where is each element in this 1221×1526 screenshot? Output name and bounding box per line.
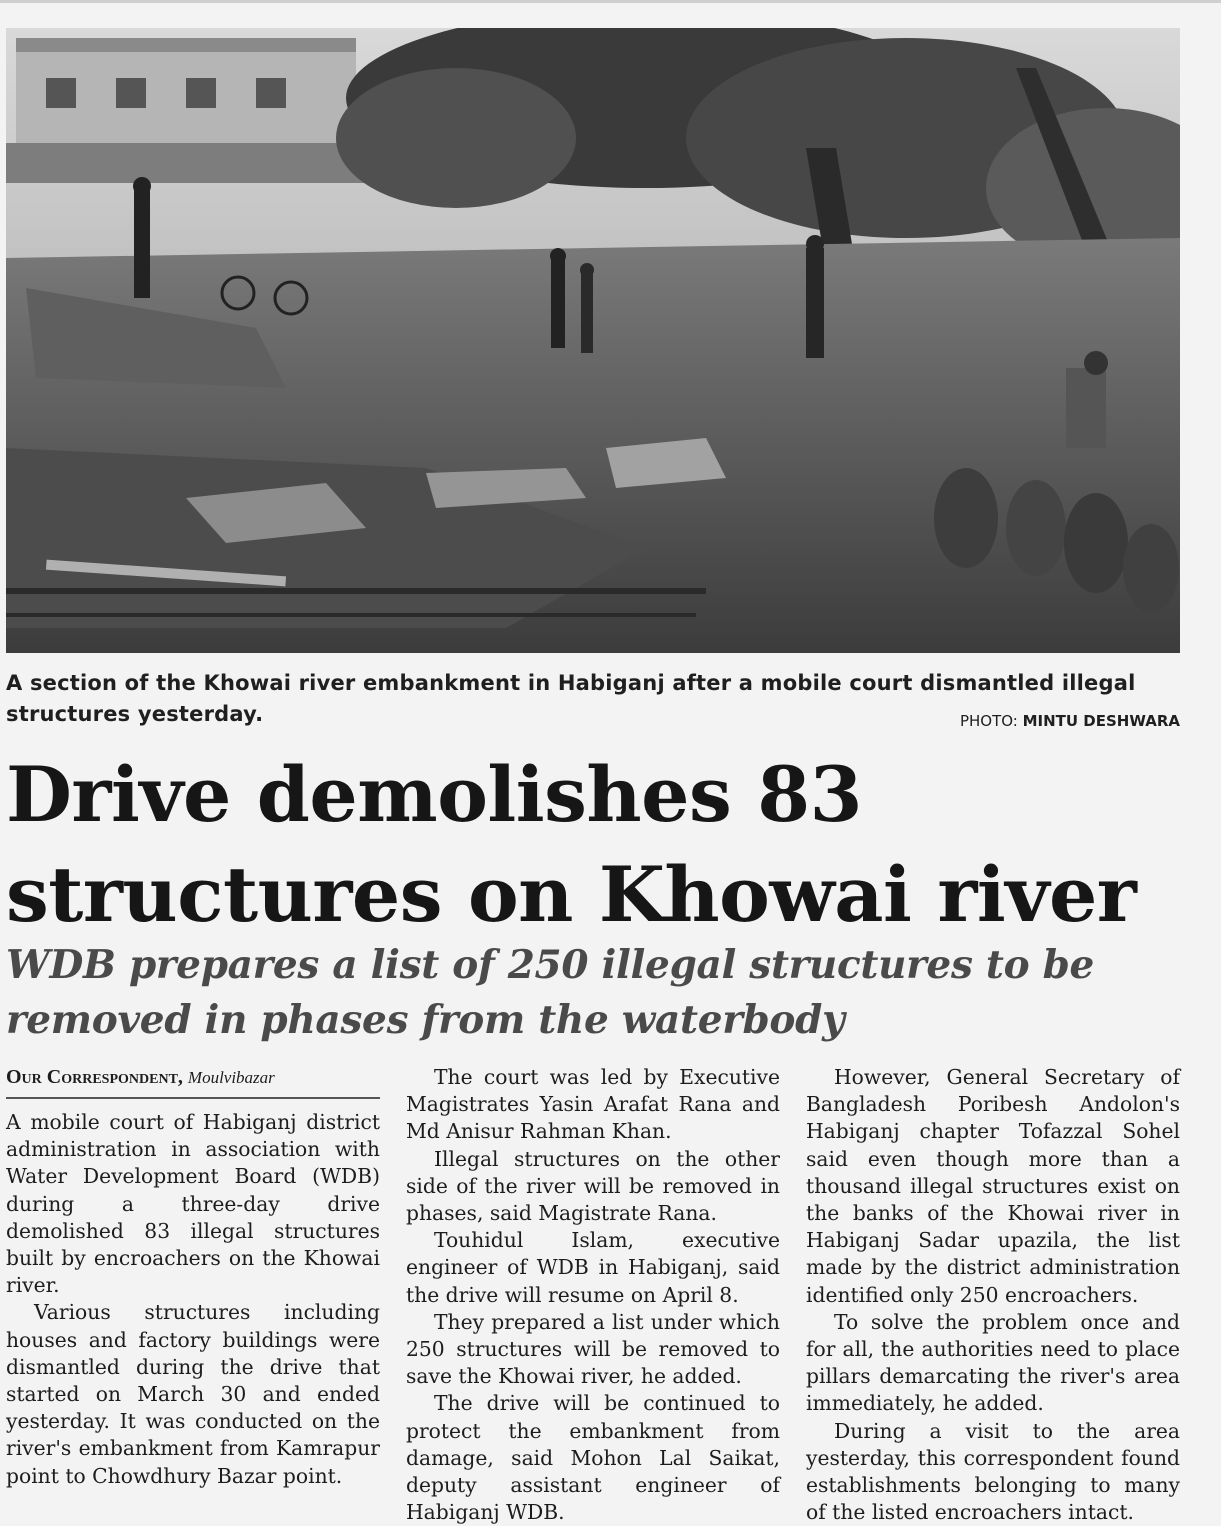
photo-caption: A section of the Khowai river embankment in Habiganj after a mobile court dismantled illegal structures yesterday.	[6, 671, 1136, 726]
paragraph: The drive will be continued to protect the embankment from damage, said Mohon Lal Saikat, deputy assistant engineer of Habiganj WDB.	[406, 1391, 780, 1525]
paragraph: They prepared a list under which 250 structures will be removed to save the Khowai river, he added.	[406, 1309, 780, 1389]
paragraph: Various structures including houses and factory buildings were dismantled during the drive that started on March 30 and ended yesterday. It was conducted on the river's embankment from Kamrapur point to Chowdhury Bazar point.	[6, 1300, 380, 1488]
paragraph: However, General Secretary of Bangladesh Poribesh Andolon's Habiganj chapter Tofazzal Sohel said even though more than a thousand illegal structures exist on the banks of the Khowai river in Habiganj Sadar upazila, the list made by the district administration identified only 250 encroachers.	[806, 1065, 1180, 1307]
article-column-2	[406, 1064, 780, 1526]
demolition-scene-photo-icon	[6, 28, 1180, 653]
paragraph: During a visit to the area yesterday, this correspondent found establishments belonging to many of the listed encroachers intact.	[806, 1418, 1180, 1525]
paragraph: A mobile court of Habiganj district administration in association with Water Development Board (WDB) during a three-day drive demolished 83 illegal structures built by encroachers on the Khowai river.	[6, 1110, 380, 1298]
photo-credit	[960, 712, 1180, 730]
byline	[6, 1064, 380, 1099]
paragraph: Touhidul Islam, executive engineer of WDB in Habiganj, said the drive will resume on April 8.	[406, 1228, 780, 1307]
top-rule	[0, 0, 1221, 3]
photo-credit-label: PHOTO:	[959, 712, 1018, 730]
news-photo	[6, 28, 1180, 653]
paragraph: To solve the problem once and for all, the authorities need to place pillars demarcating the river's area immediately, he added.	[806, 1309, 1180, 1416]
article-headline: Drive demolishes 83 structures on Khowai river	[6, 750, 1137, 939]
byline-name: Our Correspondent,	[6, 1066, 183, 1088]
photo-credit-name: MINTU DESHWARA	[1022, 712, 1180, 730]
article-column-3	[806, 1064, 1180, 1526]
article-subheadline: WDB prepares a list of 250 illegal structures to be removed in phases from the waterbody	[6, 942, 1095, 1043]
paragraph: The court was led by Executive Magistrates Yasin Arafat Rana and Md Anisur Rahman Khan.	[406, 1065, 780, 1144]
paragraph: Illegal structures on the other side of the river will be removed in phases, said Magistrate Rana.	[406, 1146, 780, 1226]
article-column-1	[6, 1064, 380, 1490]
byline-place: Moulvibazar	[187, 1068, 275, 1087]
